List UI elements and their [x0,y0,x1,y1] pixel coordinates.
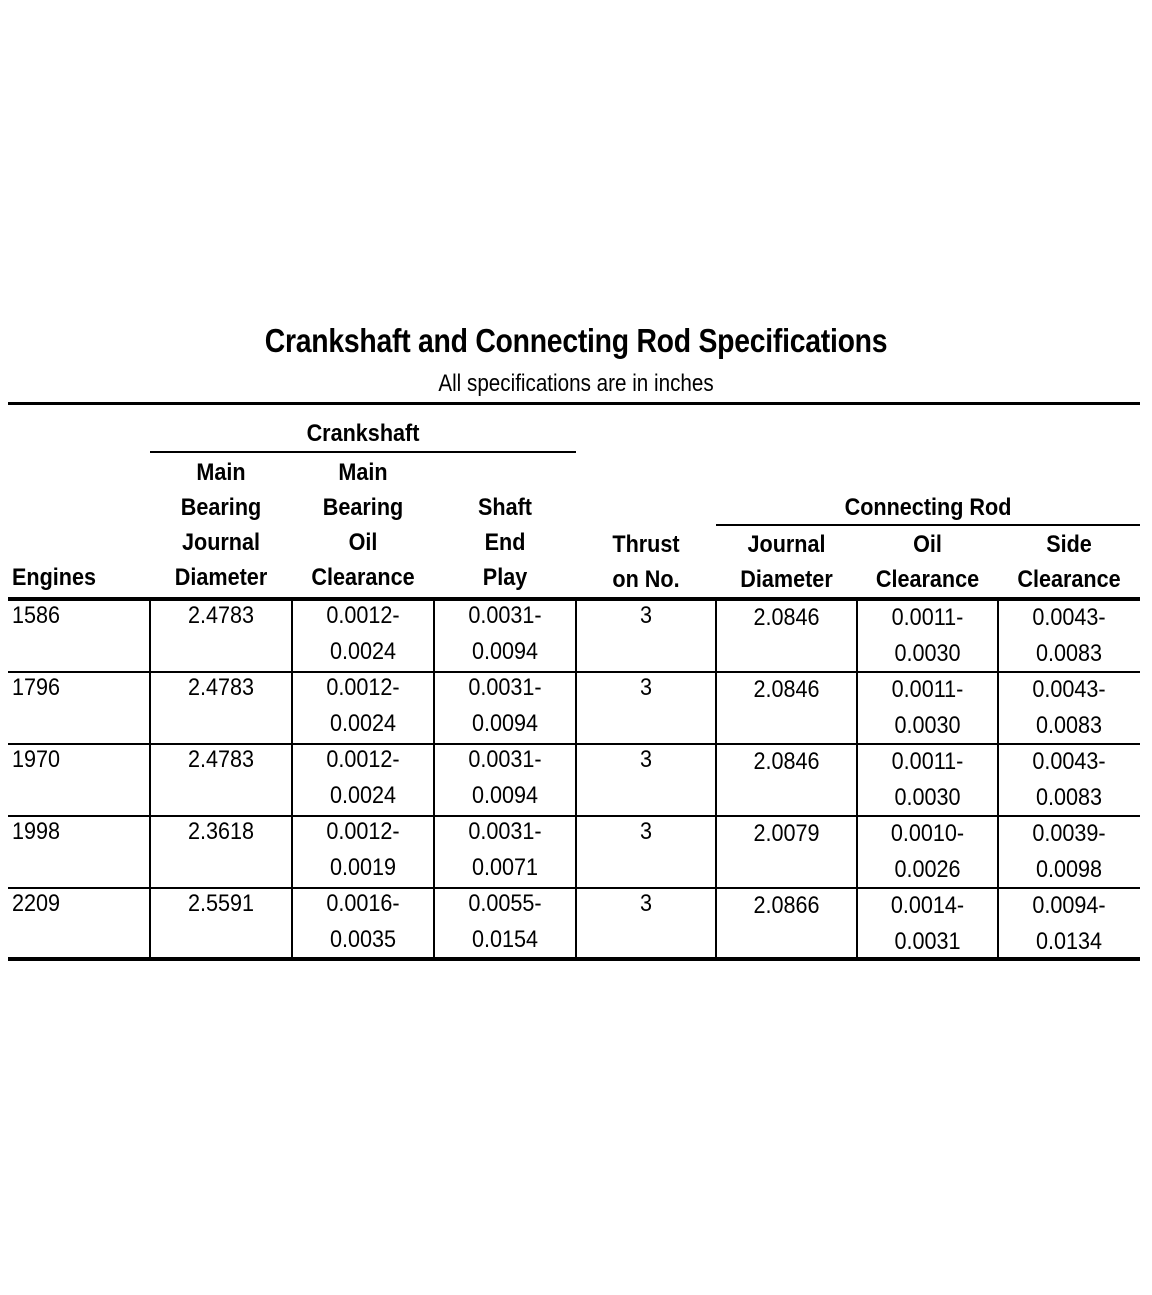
column-header-shaft-end-play: Play [482,564,528,591]
column-header-thrust-on-no: on No. [612,566,680,593]
column-header-shaft-end-play: End [484,529,526,556]
column-header-rod-journal-diameter: Diameter [740,566,833,593]
column-header-rod-side-clearance: Side [1046,531,1092,558]
column-divider [575,599,577,958]
cell-rod-side-clearance: 0.0134 [1035,928,1103,955]
cell-rod-journal-diameter: 2.0866 [753,892,820,919]
column-divider [715,599,717,958]
column-divider [997,599,999,958]
cell-rod-side-clearance: 0.0043- [1032,604,1106,631]
cell-rod-side-clearance: 0.0039- [1032,820,1106,847]
page-title: Crankshaft and Connecting Rod Specifications [264,322,888,359]
column-header-rod-oil-clearance: Clearance [875,566,980,593]
cell-main-oil-clearance: 0.0024 [329,710,397,737]
column-header-rod-oil-clearance: Oil [913,531,942,558]
column-header-rod-journal-diameter: Journal [747,531,826,558]
cell-shaft-end-play: 0.0031- [468,602,542,629]
column-header-main-journal-diameter: Main [196,459,246,486]
cell-shaft-end-play: 0.0094 [471,782,539,809]
cell-rod-journal-diameter: 2.0846 [753,676,820,703]
column-divider [856,599,858,958]
cell-rod-side-clearance: 0.0083 [1035,784,1103,811]
top-rule [8,402,1140,405]
column-header-shaft-end-play: Shaft [478,494,532,521]
cell-rod-oil-clearance: 0.0030 [894,640,961,667]
cell-thrust-on-no: 3 [639,818,653,845]
cell-shaft-end-play: 0.0071 [471,854,539,881]
cell-rod-side-clearance: 0.0094- [1032,892,1106,919]
cell-main-oil-clearance: 0.0024 [329,638,397,665]
column-header-main-oil-clearance: Bearing [322,494,404,521]
column-header-main-oil-clearance: Oil [348,529,378,556]
cell-thrust-on-no: 3 [639,602,653,629]
cell-rod-journal-diameter: 2.0846 [753,748,820,775]
bottom-rule [8,957,1140,961]
cell-shaft-end-play: 0.0031- [468,746,542,773]
column-divider [149,599,151,958]
cell-engine: 1970 [12,746,61,773]
cell-engine: 1586 [12,602,61,629]
cell-main-oil-clearance: 0.0016- [326,890,400,917]
cell-rod-oil-clearance: 0.0011- [891,676,964,703]
group-header-crankshaft: Crankshaft [306,420,420,447]
cell-main-oil-clearance: 0.0019 [329,854,397,881]
column-header-thrust-on-no: Thrust [612,531,680,558]
column-header-main-oil-clearance: Clearance [311,564,415,591]
cell-rod-side-clearance: 0.0083 [1035,640,1103,667]
cell-rod-journal-diameter: 2.0846 [753,604,820,631]
cell-shaft-end-play: 0.0094 [471,710,539,737]
cell-rod-oil-clearance: 0.0014- [890,892,965,919]
column-divider [433,599,435,958]
cell-shaft-end-play: 0.0031- [468,674,542,701]
cell-rod-side-clearance: 0.0083 [1035,712,1103,739]
cell-main-oil-clearance: 0.0012- [326,818,400,845]
cell-shaft-end-play: 0.0055- [468,890,542,917]
cell-rod-oil-clearance: 0.0031 [894,928,961,955]
cell-thrust-on-no: 3 [639,890,653,917]
cell-main-oil-clearance: 0.0024 [329,782,397,809]
cell-thrust-on-no: 3 [639,674,653,701]
cell-rod-journal-diameter: 2.0079 [753,820,820,847]
cell-rod-oil-clearance: 0.0030 [894,784,961,811]
cell-main-journal-diameter: 2.4783 [187,746,255,773]
cell-engine: 2209 [12,890,61,917]
cell-thrust-on-no: 3 [639,746,653,773]
cell-main-journal-diameter: 2.3618 [187,818,255,845]
column-header-main-journal-diameter: Journal [181,529,261,556]
column-header-main-journal-diameter: Diameter [174,564,268,591]
cell-main-journal-diameter: 2.5591 [187,890,255,917]
cell-rod-oil-clearance: 0.0011- [891,604,964,631]
page-subtitle: All specifications are in inches [438,370,714,397]
cell-engine: 1796 [12,674,61,701]
group-header-connecting-rod: Connecting Rod [844,494,1012,521]
group-rule-connecting-rod [716,524,1140,526]
cell-rod-oil-clearance: 0.0011- [891,748,964,775]
cell-rod-oil-clearance: 0.0010- [890,820,965,847]
cell-shaft-end-play: 0.0031- [468,818,542,845]
column-header-main-journal-diameter: Bearing [180,494,262,521]
cell-engine: 1998 [12,818,61,845]
column-divider [291,599,293,958]
cell-main-oil-clearance: 0.0012- [326,674,400,701]
cell-main-journal-diameter: 2.4783 [187,674,255,701]
cell-rod-oil-clearance: 0.0026 [894,856,961,883]
cell-main-oil-clearance: 0.0012- [326,602,400,629]
cell-main-oil-clearance: 0.0012- [326,746,400,773]
cell-rod-oil-clearance: 0.0030 [894,712,961,739]
cell-main-oil-clearance: 0.0035 [329,926,397,953]
cell-rod-side-clearance: 0.0098 [1035,856,1103,883]
column-header-engines: Engines [12,564,97,591]
cell-shaft-end-play: 0.0094 [471,638,539,665]
group-rule-crankshaft [150,451,576,453]
column-header-main-oil-clearance: Main [338,459,388,486]
column-header-rod-side-clearance: Clearance [1017,566,1121,593]
cell-main-journal-diameter: 2.4783 [187,602,255,629]
cell-shaft-end-play: 0.0154 [471,926,539,953]
cell-rod-side-clearance: 0.0043- [1032,748,1106,775]
cell-rod-side-clearance: 0.0043- [1032,676,1106,703]
